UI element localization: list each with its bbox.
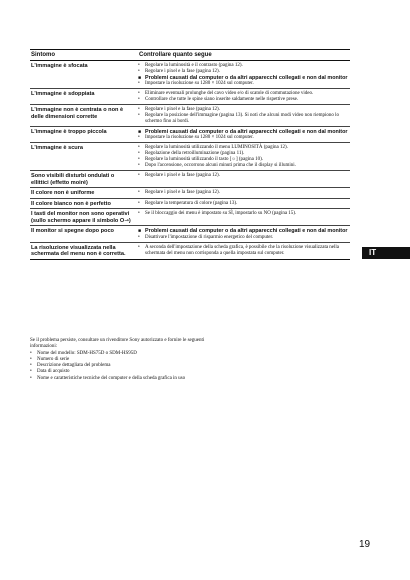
note-item-text: Descrizione dettagliata del problema bbox=[37, 363, 111, 369]
bullet-icon: • bbox=[138, 97, 140, 103]
remedy-text: Regolare i pixel e la fase (pagina 12). bbox=[145, 173, 220, 179]
bullet-icon: • bbox=[30, 375, 32, 381]
remedy-text: Regolazione della retroilluminazione (pagina 11). bbox=[145, 151, 245, 157]
note-item bbox=[30, 376, 230, 382]
remedy-text: Problemi causati dal computer o da altri apparecchi collegati e non dal monitor bbox=[145, 228, 348, 235]
remedy-text: Regolare i pixel e la fase (pagina 12). bbox=[145, 190, 220, 196]
symptom-cell: I tasti del monitor non sono operativi (sullo schermo appare il simbolo O⊸) bbox=[31, 211, 131, 224]
symptom-cell: Il monitor si spegne dopo poco bbox=[31, 228, 114, 235]
note-item-text: Numero di serie bbox=[37, 356, 70, 362]
remedy-text: Regolare la luminosità utilizzando il menu LUMINOSITÀ (pagina 12). bbox=[145, 145, 288, 151]
square-marker-icon: ■ bbox=[138, 228, 142, 235]
bullet-icon: • bbox=[138, 151, 140, 157]
note-list bbox=[30, 351, 230, 382]
bullet-icon: • bbox=[138, 173, 140, 179]
bullet-icon: • bbox=[138, 81, 140, 87]
table-row bbox=[30, 171, 350, 188]
remedy-item bbox=[138, 245, 350, 257]
remedy-text: Dopo l'accensione, occorrono alcuni minuti prima che il display si illumini. bbox=[145, 163, 296, 169]
table-row bbox=[30, 243, 350, 259]
bullet-icon: • bbox=[138, 157, 140, 163]
remedy-cell bbox=[134, 89, 350, 104]
remedy-text: Regolare la temperatura di colore (pagina 13). bbox=[145, 200, 238, 206]
page-number: 19 bbox=[359, 539, 371, 550]
bullet-icon: • bbox=[30, 350, 32, 356]
bullet-icon: • bbox=[138, 200, 140, 206]
symptom-cell: L'immagine è sdoppiata bbox=[31, 91, 95, 98]
bullet-icon: • bbox=[138, 135, 140, 141]
symptom-cell: L'immagine non è centrata o non è delle dimensioni corrette bbox=[31, 107, 124, 120]
remedy-cell bbox=[134, 226, 350, 241]
bullet-icon: • bbox=[138, 163, 140, 169]
remedy-item bbox=[138, 173, 350, 179]
bullet-icon: • bbox=[138, 107, 140, 113]
symptom-cell: L'immagine è sfocata bbox=[31, 63, 88, 69]
table-row bbox=[30, 143, 350, 171]
remedy-text: Problemi causati dal computer o da altri apparecchi collegati e non dal monitor bbox=[145, 129, 348, 136]
language-tab: IT bbox=[362, 247, 410, 259]
table-row bbox=[30, 127, 350, 143]
note-item-text: Nome e caratteristiche tecniche del computer e della scheda grafica in uso bbox=[37, 375, 186, 381]
table-row bbox=[30, 89, 350, 105]
remedy-text: Regolare la posizione dell'immagine (pagina 13). Si noti che alcuni modi video non riempiono lo schermo fino ai bordi. bbox=[145, 113, 340, 125]
bullet-icon: • bbox=[138, 91, 140, 97]
remedy-cell bbox=[134, 143, 350, 170]
symptom-cell: L'immagine è troppo piccola bbox=[31, 129, 107, 136]
remedy-text: Impostare la risoluzione su 1280 × 1024 sul computer. bbox=[145, 135, 254, 141]
bullet-icon: • bbox=[30, 363, 32, 369]
bullet-icon: • bbox=[138, 190, 140, 196]
remedy-text: Se il bloccaggio dei menu è impostato su SÌ, impostarlo su NO (pagina 15). bbox=[145, 211, 297, 217]
remedy-text: Problemi causati dal computer o da altri apparecchi collegati e non dal monitor bbox=[145, 75, 348, 81]
remedy-item bbox=[138, 163, 350, 169]
remedy-text: Regolare la luminosità e il contrasto (pagina 12). bbox=[145, 63, 243, 68]
remedy-cell bbox=[134, 171, 350, 187]
remedy-text: Regolare i pixel e la fase (pagina 12). bbox=[145, 69, 220, 74]
symptom-cell: Sono visibili disturbi ondulati o ellittici (effetto moiré) bbox=[31, 173, 115, 186]
remedy-item bbox=[138, 190, 350, 196]
remedy-cell bbox=[134, 188, 350, 198]
remedy-item bbox=[138, 113, 350, 125]
remedy-text: Regolare i pixel e la fase (pagina 12). bbox=[145, 107, 220, 113]
table-row bbox=[30, 61, 350, 89]
table-row bbox=[30, 188, 350, 199]
bullet-icon: • bbox=[138, 69, 140, 74]
remedy-cell bbox=[134, 199, 350, 209]
troubleshooting-table bbox=[30, 49, 350, 260]
symptom-cell: Il colore bianco non è perfetto bbox=[31, 200, 111, 207]
remedy-item bbox=[138, 135, 350, 141]
table-row bbox=[30, 209, 350, 226]
note-intro: Se il problema persiste, consultare un rivenditore Sony autorizzato e fornire le seguenti informazioni: bbox=[30, 338, 205, 350]
bullet-icon: • bbox=[30, 369, 32, 375]
remedy-text: Impostare la risoluzione su 1280 × 1024 sul computer. bbox=[145, 81, 254, 87]
remedy-text: Disattivare l'impostazione di risparmio energetico del computer. bbox=[145, 234, 274, 240]
symptom-cell: La risoluzione visualizzata nella schermata del menu non è corretta. bbox=[31, 244, 126, 258]
remedy-cell bbox=[134, 61, 350, 88]
bullet-icon: • bbox=[138, 63, 140, 68]
bullet-icon: • bbox=[138, 145, 140, 151]
remedy-cell bbox=[134, 127, 350, 142]
note-item-text: Nome del modello: SDM-HS75D o SDM-HS95D bbox=[37, 350, 137, 356]
table-row bbox=[30, 199, 350, 210]
bullet-icon: • bbox=[138, 234, 140, 240]
remedy-text: A seconda dell'impostazione della scheda grafica, è possibile che la risoluzione visualizzata nella schermata del menu non corrisponda a quella impostata sul computer. bbox=[145, 244, 340, 256]
remedy-cell bbox=[134, 209, 350, 225]
table-header bbox=[30, 50, 350, 61]
square-marker-icon: ■ bbox=[138, 129, 142, 136]
remedy-cell bbox=[134, 243, 350, 259]
header-check: Controllare quanto segue bbox=[139, 52, 212, 58]
table-body bbox=[30, 61, 350, 259]
symptom-cell: Il colore non è uniforme bbox=[31, 190, 95, 197]
table-row bbox=[30, 105, 350, 127]
remedy-text: Eliminare eventuali prolunghe del cavo video e/o di scatole di commutazione video. bbox=[145, 91, 314, 97]
remedy-item bbox=[138, 81, 350, 87]
remedy-item bbox=[138, 211, 350, 217]
bullet-icon: • bbox=[30, 356, 32, 362]
bullet-icon: • bbox=[138, 113, 140, 119]
remedy-text: Controllare che tutte le spine siano inserite saldamente nelle rispettive prese. bbox=[145, 97, 299, 103]
bullet-icon: • bbox=[138, 211, 140, 217]
contact-note bbox=[30, 338, 230, 382]
bullet-icon: • bbox=[138, 244, 140, 250]
square-marker-icon: ■ bbox=[138, 75, 142, 81]
note-item-text: Data di acquisto bbox=[37, 369, 70, 375]
remedy-item bbox=[138, 201, 350, 207]
table-row bbox=[30, 226, 350, 242]
remedy-cell bbox=[134, 105, 350, 126]
remedy-item bbox=[138, 235, 350, 241]
header-symptom: Sintomo bbox=[31, 52, 55, 58]
symptom-cell: L'immagine è scura bbox=[31, 145, 84, 152]
remedy-text: Regolare la luminosità utilizzando il tasto [☼] (pagina 10). bbox=[145, 157, 264, 163]
remedy-item bbox=[138, 97, 350, 103]
